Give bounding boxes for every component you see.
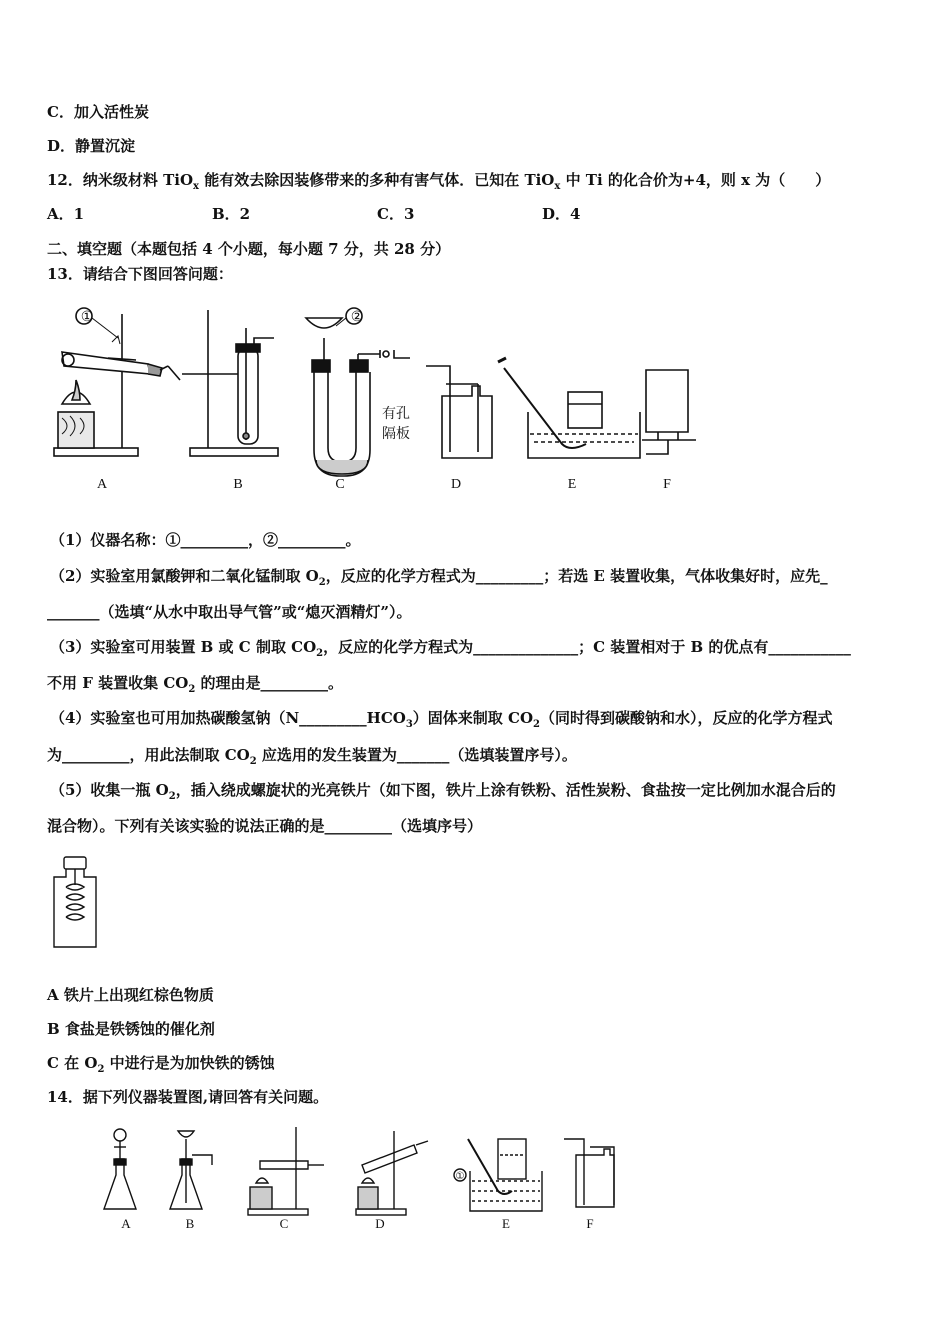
text-part: （4）实验室也可用加热碳酸氢钠（N_________HCO <box>50 709 406 727</box>
q12-sub: x <box>193 181 199 192</box>
choice-a: A 铁片上出现红棕色物质 <box>47 986 214 1004</box>
q14-apparatus-d <box>356 1131 428 1215</box>
q14-apparatus-a <box>104 1129 136 1209</box>
q14-fig-label-d: D <box>375 1216 385 1231</box>
q12-sub: x <box>554 181 561 192</box>
callout-1: ① <box>80 310 94 325</box>
choice-c <box>47 1053 275 1080</box>
text-part: （2）实验室用氯酸钾和二氧化锰制取 O <box>50 567 319 585</box>
sub: 2 <box>168 791 176 802</box>
q12-stem-part: 能有效去除因装修带来的多种有害气体．已知在 TiO <box>199 171 555 189</box>
section2-title: 二、填空题（本题包括 4 个小题，每小题 7 分，共 28 分） <box>47 240 451 258</box>
apparatus-c <box>306 308 410 476</box>
apparatus-d <box>426 366 492 458</box>
text-part: 的理由是_________。 <box>195 674 344 692</box>
text-part: 不用 F 装置收集 CO <box>47 674 189 692</box>
text-part: ，插入绕成螺旋状的光亮铁片（如下图，铁片上涂有铁粉、活性炭粉、食盐按一定比例加水混合后的 <box>175 781 836 799</box>
q14-apparatus-f <box>564 1139 614 1207</box>
q11-option-c: C．加入活性炭 <box>47 103 149 121</box>
q13-stem: 13．请结合下图回答问题： <box>47 265 233 283</box>
q11-option-d: D．静置沉淀 <box>47 137 136 155</box>
text-part: （3）实验室可用装置 B 或 C 制取 CO <box>50 638 317 656</box>
q12-stem-part: 12．纳米级材料 TiO <box>47 171 194 189</box>
choice-b: B 食盐是铁锈蚀的催化剂 <box>47 1020 215 1038</box>
text-part: （同时得到碳酸钠和水），反应的化学方程式 <box>540 709 833 727</box>
fig-label-f: F <box>663 477 671 492</box>
sub: 3 <box>405 719 413 730</box>
fig-label-a: A <box>96 477 108 492</box>
q13-part-3-line1 <box>50 637 851 664</box>
sub: 2 <box>249 756 257 767</box>
q14-callout-1: ① <box>455 1171 465 1182</box>
spiral-bottle-figure <box>52 855 98 951</box>
q14-fig-label-f: F <box>586 1216 594 1231</box>
text-part: 应选用的发生装置为_______（选填装置序号）。 <box>256 746 577 764</box>
plate-label-2: 隔板 <box>382 427 410 442</box>
sub: 2 <box>97 1064 105 1075</box>
apparatus-a <box>54 308 180 456</box>
q12-option-c: C．3 <box>377 205 415 223</box>
apparatus-e <box>498 358 640 458</box>
apparatus-f <box>642 370 696 454</box>
q13-part-4-line2 <box>47 745 577 772</box>
q13-part-5-line2: 混合物）。下列有关该实验的说法正确的是_________（选填序号） <box>47 817 483 835</box>
sub: 2 <box>533 719 540 730</box>
apparatus-b <box>182 310 278 456</box>
q13-figure <box>50 300 710 500</box>
q12-option-a: A．1 <box>47 205 85 223</box>
fig-label-e: E <box>567 477 577 492</box>
text-part: ，反应的化学方程式为______________；C 装置相对于 B 的优点有___________ <box>323 638 851 656</box>
q13-part-1: （1）仪器名称：①_________，②_________。 <box>50 531 361 549</box>
text-part: 中进行是为加快铁的锈蚀 <box>104 1054 275 1072</box>
q14-apparatus-c <box>248 1127 324 1215</box>
sub: 2 <box>318 577 326 588</box>
q14-stem: 14．据下列仪器装置图,请回答有关问题。 <box>47 1088 329 1106</box>
text-part: ）固体来制取 CO <box>412 709 534 727</box>
fig-label-b: B <box>233 477 243 492</box>
q14-apparatus-b <box>170 1131 212 1209</box>
q12-option-b: B．2 <box>212 205 251 223</box>
q12-option-d: D．4 <box>542 205 581 223</box>
q12-stem-part: 中 Ti 的化合价为+4，则 x 为（ ） <box>560 171 831 189</box>
q14-fig-label-b: B <box>185 1216 195 1231</box>
text-part: ，反应的化学方程式为_________；若选 E 装置收集，气体收集好时，应先_ <box>325 567 828 585</box>
sub: 2 <box>316 648 324 659</box>
q13-part-2-line1 <box>50 566 828 593</box>
q13-part-2-line2: _______（选填“从水中取出导气管”或“熄灭酒精灯”）。 <box>47 603 412 621</box>
q12-stem <box>47 170 830 197</box>
fig-label-d: D <box>450 477 462 492</box>
text-part: 为_________，用此法制取 CO <box>47 746 250 764</box>
q14-fig-label-e: E <box>502 1216 510 1231</box>
text-part: （5）收集一瓶 O <box>50 781 169 799</box>
q14-fig-label-a: A <box>121 1216 131 1231</box>
q13-part-3-line2 <box>47 673 343 700</box>
q13-part-5-line1 <box>50 780 836 807</box>
sub: 2 <box>188 684 196 695</box>
q13-part-4-line1 <box>50 708 833 735</box>
q14-fig-label-c: C <box>279 1216 289 1231</box>
plate-label-1: 有孔 <box>382 407 410 422</box>
callout-2: ② <box>350 310 364 325</box>
text-part: C 在 O <box>47 1054 98 1072</box>
q14-figure <box>100 1125 620 1235</box>
fig-label-c: C <box>335 477 345 492</box>
q14-apparatus-e <box>454 1139 542 1211</box>
